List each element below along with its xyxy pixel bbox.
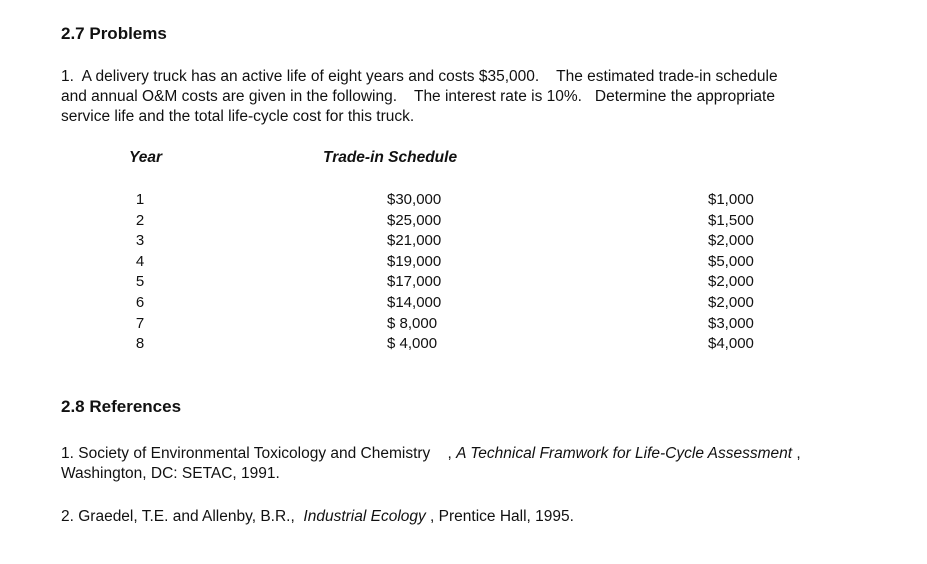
trade-in-cell: $25,000: [387, 211, 442, 229]
om-cost-cell: $2,000: [708, 232, 754, 250]
reference-publisher: , Prentice Hall, 1995.: [425, 508, 574, 525]
year-cell: 3: [135, 232, 145, 250]
reference-2-line: [61, 507, 574, 527]
trade-in-header: Trade-in Schedule: [323, 149, 458, 166]
reference-title: A Technical Framwork for Life-Cycle Assessment: [456, 445, 793, 462]
om-cost-cell: $1,500: [708, 211, 754, 229]
trade-in-column: [387, 190, 441, 355]
om-cost-cell: $4,000: [708, 335, 754, 353]
reference-2: [61, 507, 574, 527]
trade-in-cell: $ 4,000: [387, 335, 438, 353]
problem-1-text: [61, 67, 778, 127]
reference-title: Industrial Ecology: [303, 508, 426, 525]
year-cell: 5: [135, 273, 145, 291]
om-cost-cell: $3,000: [708, 314, 754, 332]
reference-punct: ,: [792, 445, 801, 462]
om-cost-cell: $1,000: [708, 191, 754, 208]
reference-publisher: Washington, DC: SETAC, 1991.: [61, 465, 280, 482]
problem-1-line: 1. A delivery truck has an active life of eight years and costs $35,000. The estimated trade-in schedule: [61, 68, 778, 85]
year-cell: 4: [135, 252, 145, 270]
problem-1-line: service life and the total life-cycle cost for this truck.: [61, 108, 415, 125]
om-cost-cell: $2,000: [708, 293, 754, 311]
om-cost-cell: $5,000: [708, 252, 754, 270]
reference-1-line: [61, 444, 801, 464]
trade-in-cell: $17,000: [387, 273, 442, 291]
year-cell: 1: [135, 191, 145, 208]
reference-authors: 1. Society of Environmental Toxicology and Chemistry ,: [61, 445, 452, 462]
problems-heading: 2.7 Problems: [61, 24, 167, 43]
year-cell: 7: [135, 314, 145, 332]
trade-in-cell: $ 8,000: [387, 314, 438, 332]
year-header: Year: [129, 149, 163, 166]
year-cell: 8: [135, 335, 145, 353]
reference-authors: 2. Graedel, T.E. and Allenby, B.R.,: [61, 508, 304, 525]
trade-in-cell: $30,000: [387, 191, 442, 208]
trade-in-cell: $19,000: [387, 252, 442, 270]
year-cell: 6: [135, 293, 145, 311]
om-cost-column: [708, 190, 754, 355]
trade-in-cell: $14,000: [387, 293, 442, 311]
year-column: [130, 190, 150, 355]
references-heading: 2.8 References: [61, 397, 182, 416]
reference-1: [61, 444, 801, 484]
trade-in-cell: $21,000: [387, 232, 442, 250]
year-cell: 2: [135, 211, 145, 229]
problem-1-line: and annual O&M costs are given in the following. The interest rate is 10%. Determine the appropriate: [61, 88, 775, 105]
om-cost-cell: $2,000: [708, 273, 754, 291]
